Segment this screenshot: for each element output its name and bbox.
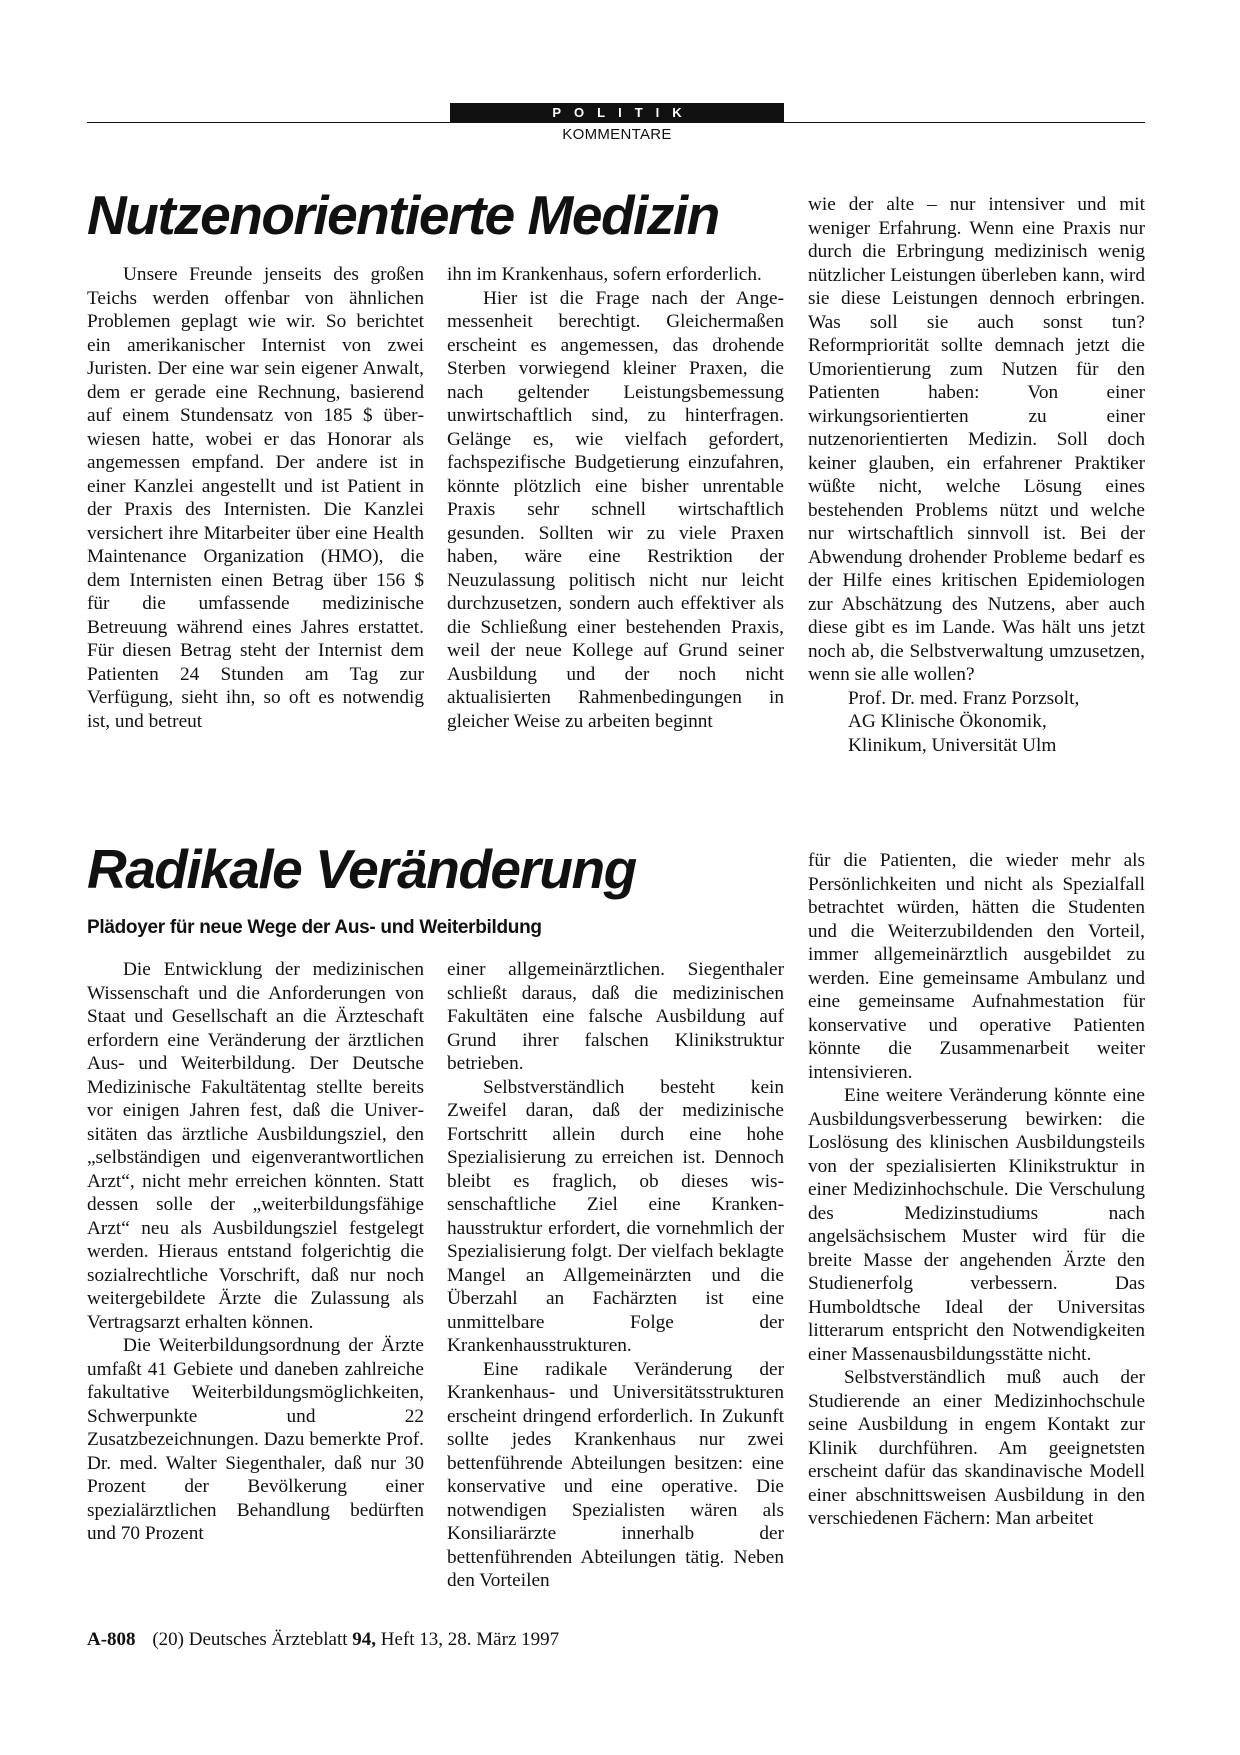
- article2-column-3: [808, 849, 1145, 1531]
- paragraph: Selbstverständlich besteht kein Zweifel daran, daß der medizinische Fortschritt allein durch eine hohe Spezialisierung zu erreichen ist. Dennoch bleibt es fraglich, ob dieses wissenschaftliche Ziel eine Krankenhausstruktur erfordert, die vornehmlich der Spezialisierung folgt. Der vielfach beklagte Mangel an Allgemeinärzten und die Überzahl an Fachärzten ist eine unmittelbare Folge der Krankenhausstrukturen.: [447, 1076, 784, 1356]
- journal-name: (20) Deutsches Ärzteblatt: [152, 1629, 348, 1650]
- paragraph: ihn im Krankenhaus, sofern erforderlich.: [447, 264, 762, 285]
- author-institution: Klinikum, Universität Ulm: [848, 734, 1057, 756]
- author-affiliation: AG Klinische Ökonomik,: [848, 711, 1047, 732]
- journal-volume: 94,: [352, 1629, 377, 1650]
- paragraph: Eine radikale Veränderung der Krankenhaus- und Universitätsstrukturen erscheint dringend erforderlich. In Zukunft sollte jedes Krankenhaus nur zwei bettenführende Abteilungen besitzen: eine konservative und eine operative. Die notwendigen Spezialisten wären als Konsiliarärzte innerhalb der bettenführenden Abteilungen tätig. Neben den Vorteilen: [447, 1358, 784, 1591]
- paragraph: Die Weiterbildungsordnung der Ärzte umfaßt 41 Gebiete und daneben zahlreiche fakultative Weiterbildungsmöglichkeiten, Schwerpunkte und 22 Zusatzbezeichnungen. Dazu bemerkte Prof. Dr. med. Walter Siegenthaler, daß nur 30 Prozent der Bevölkerung einer spezialärztlichen Behandlung bedürften und 70 Prozent: [87, 1335, 424, 1544]
- paragraph: Eine weitere Veränderung könnte eine Ausbildungsverbesserung bewirken: die Loslösung des klinischen Ausbildungsteils von der spezialisierten Klinikstruktur in einer Medizinhochschule. Die Verschulung des Medizinstudiums nach angelsächsischem Muster wird für die breite Masse der angehenden Ärzte den Studienerfolg verbessern. Das Humboldtsche Ideal der Universitas litterarum entspricht den Notwendigkeiten einer Massenausbildungsstätte nicht.: [808, 1085, 1145, 1365]
- paragraph: Unsere Freunde jenseits des großen Teichs werden offenbar von ähnlichen Problemen geplagt wie wir. So berichtet ein amerikanischer Internist von zwei Juristen. Der eine war sein eigener Anwalt, dem er gerade eine Rechnung, basierend auf einem Stundensatz von 185 $ überwiesen hatte, wobei er das Honorar als angemessen empfand. Der andere ist in einer Kanzlei angestellt und ist Patient in der Praxis des Internisten. Die Kanzlei versichert ihre Mitarbeiter über eine Health Maintenance Organization (HMO), die dem Internisten einen Betrag über 156 $ für die umfassende medizinische Betreuung während eines Jahres erstattet. Für diesen Betrag steht der Internist dem Patienten 24 Stunden am Tag zur Verfügung, sieht ihn, so oft es notwendig ist, und betreut: [87, 264, 424, 732]
- page-number: A-808: [87, 1629, 136, 1650]
- paragraph: Hier ist die Frage nach der Angemessenheit berechtigt. Gleichermaßen erscheint es angemessen, das drohende Sterben vorwiegend kleiner Praxen, die nach geltender Leistungsbemessung unwirtschaftlich sind, zu hinterfragen. Gelänge es, wie vielfach gefordert, fachspezifische Budgetierung einzufahren, könnte plötzlich eine bisher unrentable Praxis sehr schnell wirtschaftlich gesunden. Sollten wir zu viele Praxen haben, wäre eine Restriktion der Neuzulassung politisch nicht nur leicht durchzusetzen, sondern auch effektiver als die Schließung einer bestehenden Praxis, weil der neue Kollege auf Grund seiner Ausbildung und der noch nicht aktualisierten Rahmenbedingungen in gleicher Weise zu arbeiten beginnt: [447, 287, 784, 732]
- header-rule: [87, 122, 1145, 123]
- article2-column-1: [87, 958, 424, 1546]
- article1-column-3: [808, 193, 1145, 757]
- paragraph: wie der alte – nur intensiver und mit weniger Erfahrung. Wenn eine Praxis nur durch die Erbringung medizinisch wenig nützlicher Leistungen überleben kann, wird sie diese Leistungen dennoch erbringen. Was soll sie auch sonst tun? Reformpriorität sollte demnach jetzt die Umorientierung zum Nutzen für den Patienten haben: Von einer wirkungsorientierten zu einer nutzenorientierten Medizin. Soll doch keiner glauben, ein erfahrener Praktiker wüßte nicht, welche Lösung eines bestehenden Problems nützt und welche nur wirtschaftlich sinnvoll ist. Bei der Abwendung drohender Probleme bedarf es der Hilfe eines kritischen Epidemiologen zur Abschätzung des Nutzens, aber auch diese gibt es im Lande. Was hält uns jetzt noch ab, die Selbstverwaltung umzusetzen, wenn sie alle wollen?: [808, 194, 1145, 685]
- page-footer: [87, 1628, 559, 1652]
- paragraph: Selbstverständlich muß auch der Studierende an einer Medizinhochschule seine Ausbildung in engem Kontakt zur Klinik durchführen. Am geeignetsten erscheint dafür das skandinavische Modell einer abschnittsweisen Ausbildung in den verschiedenen Fächern: Man arbeitet: [808, 1367, 1145, 1529]
- paragraph: einer allgemeinärztlichen. Siegenthaler schließt daraus, daß die medizinischen Fakultäten eine falsche Ausbildung auf Grund ihrer falschen Klinikstruktur betrieben.: [447, 959, 784, 1074]
- article1-column-1: [87, 263, 424, 733]
- subsection-label: KOMMENTARE: [562, 126, 672, 143]
- author-name: Prof. Dr. med. Franz Porzsolt,: [848, 687, 1080, 709]
- paragraph: für die Patienten, die wieder mehr als Persönlichkeiten und nicht als Spezialfall betrachtet würden, hätten die Studenten und die Weiterzubildenden den Vorteil, immer allgemeinärztlich ausgebildet zu werden. Eine gemeinsame Ambulanz und eine gemeinsame Aufnahmestation für konservative und operative Patienten könnte die Zusammenarbeit weiter intensivieren.: [808, 850, 1145, 1083]
- article2-column-2: [447, 958, 784, 1593]
- article1-title: Nutzenorientierte Medizin: [87, 184, 719, 246]
- journal-issue: Heft 13, 28. März 1997: [380, 1629, 560, 1650]
- section-label: POLITIK: [450, 103, 784, 122]
- paragraph: Die Entwicklung der medizinischen Wissenschaft und die Anforderungen von Staat und Gesellschaft an die Ärzteschaft erfordern eine Veränderung der ärztlichen Aus- und Weiterbildung. Der Deutsche Medizinische Fakultätentag stellte bereits vor einigen Jahren fest, daß die Universitäten das ärztliche Ausbildungsziel, den „selbständigen und eigenverantwortlichen Arzt“, nicht mehr erreichen könnten. Statt dessen solle der „weiterbildungsfähige Arzt“ neu als Ausbildungsziel festgelegt werden. Hieraus entstand folgerichtig die sozialrechtliche Vorschrift, daß nur noch weitergebildete Ärzte die Zulassung als Vertragsarzt erhalten können.: [87, 959, 424, 1333]
- article2-subtitle: Plädoyer für neue Wege der Aus- und Weiterbildung: [87, 917, 542, 938]
- article1-column-2: [447, 263, 784, 733]
- article2-title: Radikale Veränderung: [87, 838, 636, 900]
